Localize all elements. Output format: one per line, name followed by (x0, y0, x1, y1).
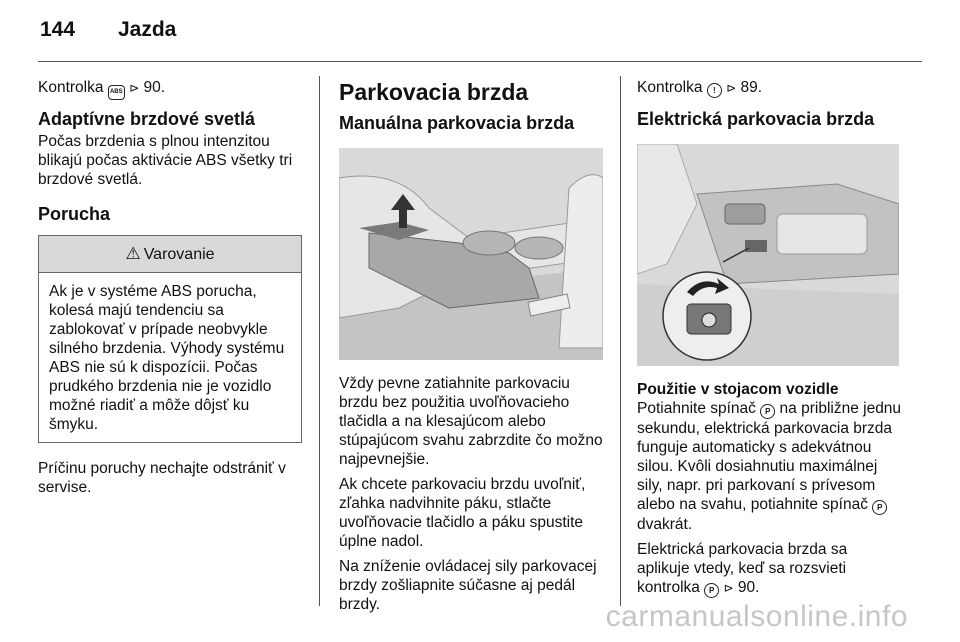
parking-indicator-icon: P (704, 583, 719, 598)
page-ref-arrow-icon: ⊳ (129, 81, 140, 95)
warning-text: Ak je v systéme ABS porucha, kolesá majú tendenciu sa zablokovať v prípade neobvykle silného brzdenia. Výhody systému ABS nie sú k dispozícii. Počas prudkého brzdenia nie je vozidlo možné riadiť a môže dôjsť ku šmyku. (49, 283, 285, 433)
heading-fault: Porucha (38, 204, 111, 224)
page-ref: 89. (740, 79, 763, 96)
abs-indicator-icon: ABS (108, 85, 125, 100)
electric-brake-text-1a: Potiahnite spínač (637, 400, 756, 417)
page-ref: 90. (143, 79, 166, 96)
brake-indicator-icon: ! (707, 83, 722, 98)
manual-brake-lever-illustration (339, 148, 603, 360)
manual-brake-text-3: Na zníženie ovládacej sily parkovacej brzdy zošliapnite súčasne aj pedál brzdy. (339, 558, 597, 613)
right-column (637, 78, 903, 604)
adaptive-brake-text: Počas brzdenia s plnou intenzitou blikajú počas aktivácie ABS všetky tri brzdové svetlá. (38, 133, 293, 188)
parking-switch-icon: P (760, 404, 775, 419)
warning-triangle-icon: ⚠ (125, 244, 141, 263)
section-title: Jazda (118, 18, 177, 41)
electric-brake-text-1c: dvakrát. (637, 516, 693, 533)
page-ref-arrow-icon: ⊳ (726, 81, 737, 95)
fault-text: Príčinu poruchy nechajte odstrániť v servise. (38, 460, 286, 496)
heading-parking-brake: Parkovacia brzda (339, 79, 529, 105)
warning-box (38, 235, 302, 443)
electric-brake-illustration (637, 144, 899, 366)
column-divider-2 (620, 76, 621, 606)
electric-brake-switch-icon (637, 144, 899, 366)
heading-manual-parking-brake: Manuálna parkovacia brzda (339, 113, 575, 133)
heading-electric-parking-brake: Elektrická parkovacia brzda (637, 109, 875, 129)
heading-adaptive-brake-lights: Adaptívne brzdové svetlá (38, 109, 256, 129)
header-rule (38, 61, 922, 62)
parking-switch-icon: P (872, 500, 887, 515)
warning-header (39, 236, 301, 273)
electric-brake-text-1b: na približne jednu sekundu, elektrická parkovacia brzda funguje automaticky s adekvátnou silou. Kvôli dosiahnutiu maximálnej sily, napr. pri parkovaní s prívesom alebo na svahu, potiahnite spínač (637, 400, 902, 513)
handbrake-lever-icon (339, 148, 603, 360)
page-number: 144 (40, 18, 76, 41)
electric-brake-text-2a: Elektrická parkovacia brzda sa aplikuje vtedy, keď sa rozsvieti kontrolka (637, 541, 848, 596)
column-divider-1 (319, 76, 320, 606)
watermark: carmanualsonline.info (605, 600, 908, 633)
left-column (38, 78, 304, 503)
indicator-label: Kontrolka (637, 79, 703, 96)
warning-title: Varovanie (143, 246, 215, 263)
heading-use-when-stationary: Použitie v stojacom vozidle (637, 381, 839, 398)
manual-brake-text-2: Ak chcete parkovaciu brzdu uvoľniť, zľahka nadvihnite páku, stlačte uvoľňovacie tlačidlo a páku spustite úplne nadol. (339, 476, 586, 550)
electric-brake-text-2b: 90. (737, 579, 760, 596)
manual-brake-text-1: Vždy pevne zatiahnite parkovaciu brzdu bez použitia uvoľňovacieho tlačidla a na klesajúcom alebo stúpajúcom svahu zabrzdite čo možno najpevnejšie. (339, 375, 603, 468)
indicator-label: Kontrolka (38, 79, 104, 96)
middle-column (339, 78, 605, 620)
page-ref-arrow-icon: ⊳ (723, 581, 734, 595)
